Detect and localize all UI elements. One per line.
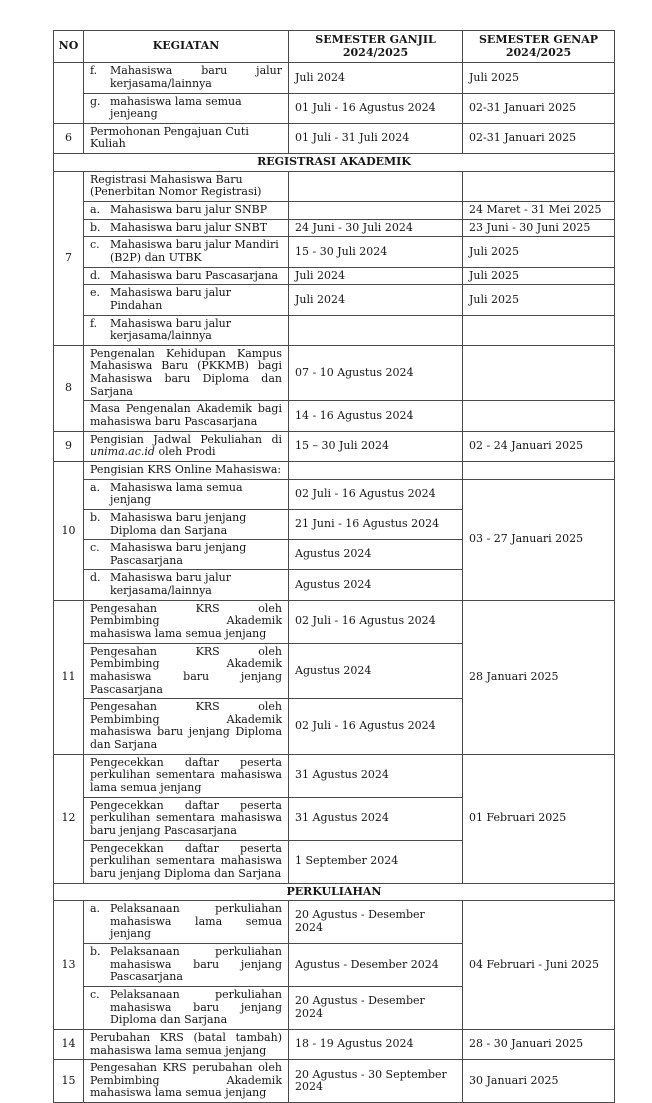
item-text: Mahasiswa baru Pascasarjana <box>110 268 279 282</box>
table-row <box>54 63 615 93</box>
semester-ganjil-cell: 15 - 30 Juli 2024 <box>289 237 463 267</box>
kegiatan-cell <box>84 202 289 220</box>
semester-genap-cell: 03 - 27 Januari 2025 <box>463 479 615 600</box>
semester-genap-cell <box>463 315 615 345</box>
kegiatan-text: Pengenalan Kehidupan Kampus Mahasiswa Baru (PKKMB) bagi Mahasiswa baru Diploma dan Sarjana <box>90 346 282 398</box>
italic-url-text: unima.ac.id <box>90 445 155 459</box>
kegiatan-cell <box>84 600 289 643</box>
semester-genap-cell: 23 Juni - 30 Juni 2025 <box>463 219 615 237</box>
item-text: Mahasiswa baru jalur Pindahan <box>110 286 232 312</box>
kegiatan-cell <box>84 479 289 509</box>
kegiatan-text: Pengisian KRS Online Mahasiswa: <box>90 462 282 476</box>
item-text: Mahasiswa baru jalur kerjasama/lainnya <box>110 316 232 343</box>
text-run: Pengisian Jadwal Pekuliahan di <box>90 432 282 446</box>
table-row <box>54 171 615 201</box>
table-row <box>54 315 615 345</box>
table-header-row <box>54 31 615 63</box>
kegiatan-cell <box>84 1029 289 1059</box>
table-row <box>54 901 615 944</box>
kegiatan-text: Pengecekkan daftar peserta perkulihan sementara mahasiswa lama semua jenjang <box>90 755 282 795</box>
semester-genap-cell: 28 - 30 Januari 2025 <box>463 1029 615 1059</box>
item-text: Mahasiswa baru jenjang Pascasarjana <box>110 541 247 567</box>
table-row <box>54 461 615 479</box>
semester-genap-cell: 02-31 Januari 2025 <box>463 93 615 123</box>
table-row <box>54 1029 615 1059</box>
lettered-item <box>90 542 282 567</box>
semester-genap-cell: 01 Februari 2025 <box>463 754 615 883</box>
no-cell: 10 <box>54 461 84 600</box>
academic-calendar-table <box>53 30 615 1103</box>
kegiatan-cell <box>84 219 289 237</box>
semester-ganjil-cell: 1 September 2024 <box>289 840 463 883</box>
table-row <box>54 93 615 123</box>
item-letter: b. <box>90 510 101 524</box>
semester-genap-cell: 04 Februari - Juni 2025 <box>463 901 615 1030</box>
semester-genap-cell: 28 Januari 2025 <box>463 600 615 754</box>
item-text: Mahasiswa baru jalur kerjasama/lainnya <box>110 64 282 90</box>
semester-genap-cell: Juli 2025 <box>463 285 615 315</box>
semester-ganjil-cell: 20 Agustus - Desember 2024 <box>289 901 463 944</box>
item-letter: a. <box>90 203 101 217</box>
item-letter: f. <box>90 316 98 330</box>
semester-ganjil-cell: 15 – 30 Juli 2024 <box>289 431 463 461</box>
item-letter: a. <box>90 480 101 494</box>
item-text: Mahasiswa lama semua jenjang <box>110 480 243 507</box>
item-letter: d. <box>90 571 101 585</box>
text-run: oleh Prodi <box>154 445 216 459</box>
kegiatan-text: Perubahan KRS (batal tambah) mahasiswa lama semua jenjang <box>90 1030 282 1057</box>
kegiatan-text: Pengesahan KRS oleh Pembimbing Akademik mahasiswa baru jenjang Diploma dan Sarjana <box>90 700 282 752</box>
kegiatan-text <box>90 434 282 459</box>
item-letter: c. <box>90 988 100 1001</box>
semester-genap-cell: 24 Maret - 31 Mei 2025 <box>463 202 615 220</box>
semester-ganjil-cell: 18 - 19 Agustus 2024 <box>289 1029 463 1059</box>
table-row <box>54 123 615 153</box>
semester-ganjil-cell: 24 Juni - 30 Juli 2024 <box>289 219 463 237</box>
semester-genap-cell <box>463 401 615 431</box>
no-cell: 13 <box>54 901 84 1030</box>
item-letter: e. <box>90 286 101 300</box>
lettered-item <box>90 270 282 283</box>
kegiatan-cell <box>84 237 289 267</box>
item-letter: f. <box>90 64 98 78</box>
kegiatan-cell <box>84 1060 289 1103</box>
kegiatan-text: Registrasi Mahasiswa Baru (Penerbitan Nomor Registrasi) <box>90 172 262 199</box>
item-letter: b. <box>90 945 101 959</box>
item-letter: b. <box>90 220 101 234</box>
item-text: Mahasiswa baru jenjang Diploma dan Sarjana <box>110 510 247 537</box>
lettered-item <box>90 903 282 941</box>
semester-genap-cell: 02 - 24 Januari 2025 <box>463 431 615 461</box>
table-header <box>54 31 615 63</box>
kegiatan-text: Pengesahan KRS oleh Pembimbing Akademik mahasiswa baru jenjang Pascasarjana <box>90 644 282 696</box>
semester-ganjil-cell: 14 - 16 Agustus 2024 <box>289 401 463 431</box>
semester-genap-cell: Juli 2025 <box>463 63 615 93</box>
item-letter: c. <box>90 541 100 555</box>
kegiatan-cell <box>84 540 289 570</box>
kegiatan-cell <box>84 267 289 285</box>
kegiatan-cell <box>84 285 289 315</box>
semester-genap-cell: 02-31 Januari 2025 <box>463 123 615 153</box>
table-body <box>54 63 615 1103</box>
semester-ganjil-cell: 02 Juli - 16 Agustus 2024 <box>289 699 463 755</box>
item-letter: a. <box>90 902 101 916</box>
lettered-item <box>90 946 282 984</box>
no-cell: 14 <box>54 1029 84 1059</box>
item-text: Mahasiswa baru jalur SNBP <box>110 203 268 217</box>
kegiatan-cell <box>84 123 289 153</box>
semester-ganjil-cell: 02 Juli - 16 Agustus 2024 <box>289 479 463 509</box>
lettered-item <box>90 482 282 507</box>
semester-ganjil-cell: 07 - 10 Agustus 2024 <box>289 345 463 401</box>
kegiatan-cell <box>84 509 289 539</box>
semester-ganjil-cell: Agustus 2024 <box>289 643 463 699</box>
kegiatan-cell <box>84 699 289 755</box>
semester-genap-cell <box>463 461 615 479</box>
semester-ganjil-cell: Agustus 2024 <box>289 540 463 570</box>
kegiatan-text: Masa Pengenalan Akademik bagi mahasiswa baru Pascasarjana <box>90 402 282 429</box>
table-row <box>54 285 615 315</box>
kegiatan-text: Pengecekkan daftar peserta perkulihan sementara mahasiswa baru jenjang Diploma dan Sarjana <box>90 841 282 880</box>
no-cell <box>54 63 84 124</box>
column-header-gp: SEMESTER GENAP 2024/2025 <box>463 31 615 63</box>
kegiatan-text: Permohonan Pengajuan Cuti Kuliah <box>90 124 249 151</box>
kegiatan-cell <box>84 643 289 699</box>
no-cell: 15 <box>54 1060 84 1103</box>
item-text: Pelaksanaan perkuliahan mahasiswa baru jenjang Pascasarjana <box>110 945 282 984</box>
semester-genap-cell: Juli 2025 <box>463 267 615 285</box>
kegiatan-cell <box>84 840 289 883</box>
kegiatan-text: Pengesahan KRS oleh Pembimbing Akademik mahasiswa lama semua jenjang <box>90 601 282 640</box>
column-header-keg: KEGIATAN <box>84 31 289 63</box>
item-letter: g. <box>90 94 101 108</box>
semester-ganjil-cell <box>289 315 463 345</box>
kegiatan-cell <box>84 570 289 600</box>
table-row <box>54 1060 615 1103</box>
table-row <box>54 219 615 237</box>
item-text: Mahasiswa baru jalur kerjasama/lainnya <box>110 571 232 598</box>
kegiatan-cell <box>84 461 289 479</box>
semester-ganjil-cell: 01 Juli - 16 Agustus 2024 <box>289 93 463 123</box>
semester-ganjil-cell: 31 Agustus 2024 <box>289 797 463 840</box>
item-text: Mahasiswa baru jalur Mandiri (B2P) dan UTBK <box>110 238 279 264</box>
kegiatan-cell <box>84 431 289 461</box>
semester-ganjil-cell <box>289 202 463 220</box>
table-row <box>54 267 615 285</box>
kegiatan-text: Pengecekkan daftar peserta perkulihan sementara mahasiswa baru jenjang Pascasarjana <box>90 798 282 837</box>
lettered-item <box>90 239 282 264</box>
lettered-item <box>90 512 282 537</box>
no-cell: 11 <box>54 600 84 754</box>
no-cell: 6 <box>54 123 84 153</box>
semester-ganjil-cell: 21 Juni - 16 Agustus 2024 <box>289 509 463 539</box>
semester-ganjil-cell: 31 Agustus 2024 <box>289 754 463 797</box>
kegiatan-cell <box>84 901 289 944</box>
section-row <box>54 883 615 901</box>
semester-ganjil-cell: Juli 2024 <box>289 285 463 315</box>
table-row <box>54 237 615 267</box>
semester-ganjil-cell: Juli 2024 <box>289 267 463 285</box>
semester-genap-cell: Juli 2025 <box>463 237 615 267</box>
section-header-cell: REGISTRASI AKADEMIK <box>54 154 615 172</box>
section-row <box>54 154 615 172</box>
semester-genap-cell: 30 Januari 2025 <box>463 1060 615 1103</box>
item-letter: d. <box>90 268 101 282</box>
semester-genap-cell <box>463 171 615 201</box>
semester-ganjil-cell: Juli 2024 <box>289 63 463 93</box>
lettered-item <box>90 65 282 90</box>
lettered-item <box>90 989 282 1027</box>
semester-genap-cell <box>463 345 615 401</box>
kegiatan-cell <box>84 345 289 401</box>
table-row <box>54 401 615 431</box>
item-text: Mahasiswa baru jalur SNBT <box>110 220 268 234</box>
no-cell: 8 <box>54 345 84 431</box>
kegiatan-cell <box>84 315 289 345</box>
semester-ganjil-cell: Agustus 2024 <box>289 570 463 600</box>
item-text: Pelaksanaan perkuliahan mahasiswa lama semua jenjang <box>110 902 282 941</box>
kegiatan-cell <box>84 987 289 1030</box>
semester-ganjil-cell: 20 Agustus - 30 September 2024 <box>289 1060 463 1103</box>
table-row <box>54 479 615 509</box>
item-letter: c. <box>90 238 100 252</box>
no-cell: 7 <box>54 171 84 345</box>
item-text: mahasiswa lama semua jenjeang <box>110 94 242 121</box>
table-row <box>54 600 615 643</box>
kegiatan-text: Pengesahan KRS perubahan oleh Pembimbing Akademik mahasiswa lama semua jenjang <box>90 1061 282 1100</box>
column-header-no: NO <box>54 31 84 63</box>
semester-ganjil-cell <box>289 461 463 479</box>
no-cell: 9 <box>54 431 84 461</box>
lettered-item <box>90 204 282 217</box>
lettered-item <box>90 572 282 597</box>
semester-ganjil-cell: Agustus - Desember 2024 <box>289 944 463 987</box>
semester-ganjil-cell: 01 Juli - 31 Juli 2024 <box>289 123 463 153</box>
semester-ganjil-cell: 02 Juli - 16 Agustus 2024 <box>289 600 463 643</box>
kegiatan-cell <box>84 401 289 431</box>
kegiatan-cell <box>84 797 289 840</box>
kegiatan-cell <box>84 93 289 123</box>
kegiatan-cell <box>84 944 289 987</box>
lettered-item <box>90 287 282 312</box>
table-row <box>54 754 615 797</box>
section-header-cell: PERKULIAHAN <box>54 883 615 901</box>
kegiatan-cell <box>84 63 289 93</box>
table-row <box>54 202 615 220</box>
column-header-gj: SEMESTER GANJIL 2024/2025 <box>289 31 463 63</box>
lettered-item <box>90 222 282 235</box>
item-text: Pelaksanaan perkuliahan mahasiswa baru jenjang Diploma dan Sarjana <box>110 988 282 1027</box>
lettered-item <box>90 96 282 121</box>
no-cell: 12 <box>54 754 84 883</box>
kegiatan-cell <box>84 754 289 797</box>
table-row <box>54 431 615 461</box>
lettered-item <box>90 318 282 343</box>
semester-ganjil-cell: 20 Agustus - Desember 2024 <box>289 987 463 1030</box>
kegiatan-cell <box>84 171 289 201</box>
table-row <box>54 345 615 401</box>
semester-ganjil-cell <box>289 171 463 201</box>
